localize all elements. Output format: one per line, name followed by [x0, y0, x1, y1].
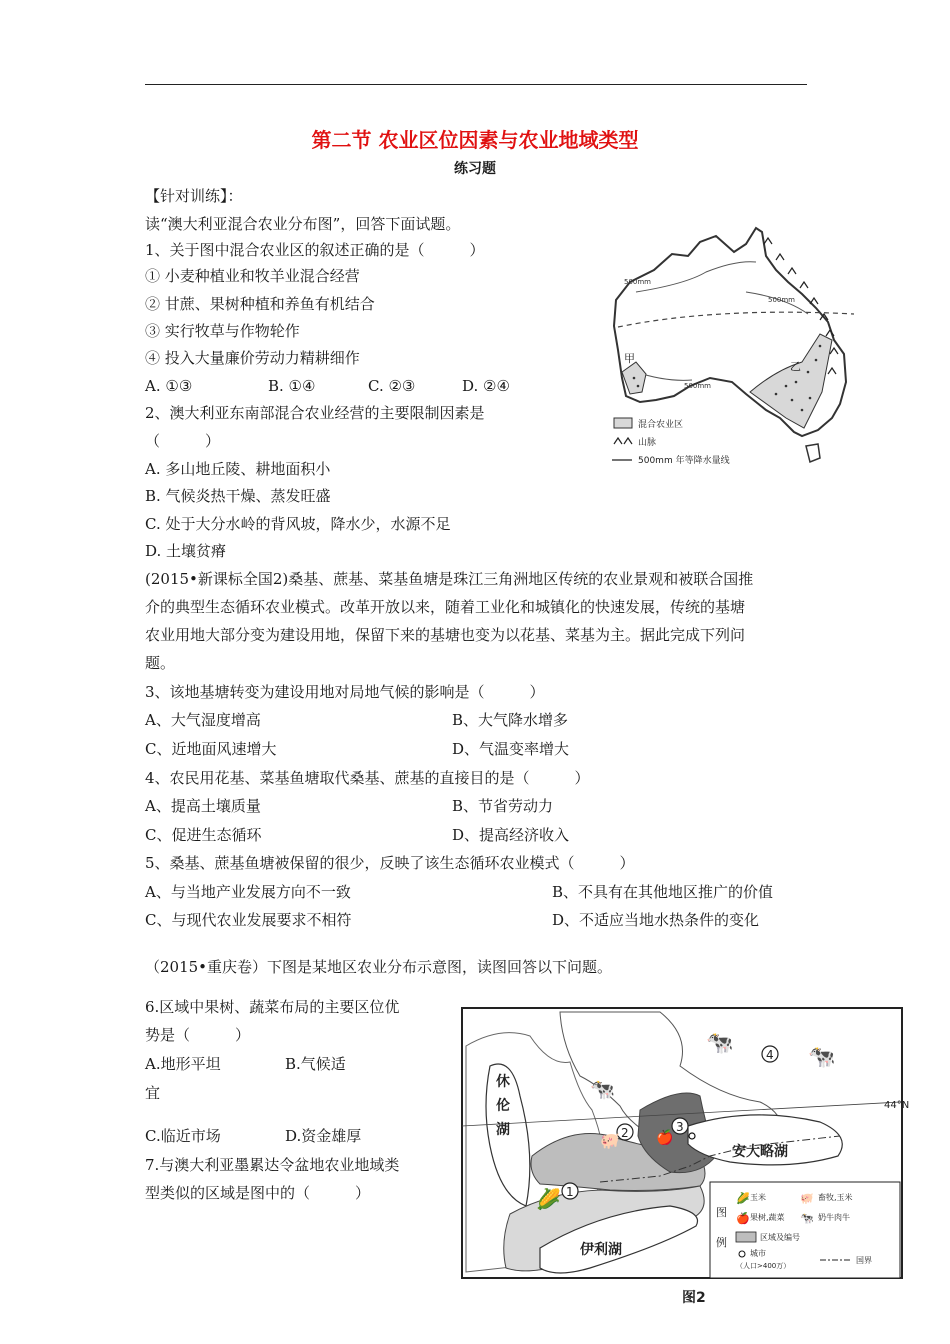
zone3-number: 3 — [676, 1120, 684, 1134]
q5-option-d: D、不适应当地水热条件的变化 — [552, 911, 760, 929]
q3-option-c: C、近地面风速增大 — [145, 740, 277, 758]
q5-option-c: C、与现代农业发展要求不相符 — [145, 911, 352, 929]
q6-stem-line: 势是（ ） — [145, 1026, 251, 1044]
australia-mixed-farming-map — [596, 222, 856, 484]
cow-icon: 🐄 — [706, 1031, 734, 1056]
q1-option-c: C. ②③ — [368, 377, 416, 395]
passage1-line: 题。 — [145, 654, 176, 672]
legend-corn-icon: 🌽 — [736, 1192, 750, 1205]
legend-zone-swatch — [736, 1232, 756, 1242]
header-rule — [145, 84, 807, 85]
legend-city-sub: （人口>400万） — [736, 1262, 791, 1270]
q5-option-a: A、与当地产业发展方向不一致 — [145, 883, 351, 901]
q2-blank: （ ） — [145, 432, 221, 450]
q5-option-b: B、不具有在其他地区推广的价值 — [552, 883, 774, 901]
legend-mixed-swatch — [614, 418, 632, 428]
q7-stem-line: 型类似的区域是图中的（ ） — [145, 1184, 371, 1202]
q1-option-b: B. ①④ — [268, 377, 316, 395]
zone4-number: 4 — [766, 1048, 774, 1062]
q6-stem-line: 6.区域中果树、蔬菜布局的主要区位优 — [145, 998, 400, 1016]
legend-city-label: 城市 — [750, 1249, 766, 1258]
lake-huron-label-1: 休 — [496, 1074, 510, 1090]
q6-option-d: D.资金雄厚 — [285, 1127, 362, 1145]
q6-option-a: A.地形平坦 — [145, 1055, 221, 1073]
legend-corn-label: 玉米 — [750, 1193, 766, 1202]
isohyet-label: 500mm — [768, 296, 795, 304]
q3-option-b: B、大气降水增多 — [452, 711, 569, 729]
legend-zone-label: 区域及编号 — [760, 1233, 800, 1242]
q1-item: ② 甘蔗、果树种植和养鱼有机结合 — [145, 295, 375, 313]
legend-title: 例 — [716, 1236, 727, 1249]
latitude-label: 44°N — [884, 1100, 910, 1111]
q3-option-a: A、大气湿度增高 — [145, 711, 261, 729]
legend-border-label: 国界 — [856, 1256, 872, 1265]
isohyet-label: 500mm — [624, 278, 651, 286]
q6-option-c: C.临近市场 — [145, 1127, 221, 1145]
figure-caption: 图2 — [682, 1290, 706, 1306]
q4-stem: 4、农民用花基、菜基鱼塘取代桑基、蔗基的直接目的是（ ） — [145, 769, 590, 787]
legend-mountain-icon — [614, 438, 632, 444]
passage1-line: 介的典型生态循环农业模式。改革开放以来，随着工业化和城镇化的快速发展，传统的基塘 — [145, 598, 746, 616]
fruit-icon: 🍎 — [656, 1130, 674, 1146]
q1-item: ④ 投入大量廉价劳动力精耕细作 — [145, 349, 360, 367]
q2-option-d: D. 土壤贫瘠 — [145, 542, 227, 560]
q7-stem-line: 7.与澳大利亚墨累达令盆地农业地域类 — [145, 1156, 400, 1174]
legend-fruit-icon: 🍎 — [736, 1212, 750, 1225]
region-yi-label: 乙 — [790, 360, 801, 373]
page-title: 第二节 农业区位因素与农业地域类型 — [311, 128, 639, 152]
q3-stem: 3、该地基塘转变为建设用地对局地气候的影响是（ ） — [145, 683, 545, 701]
section-label: 【针对训练】： — [145, 187, 243, 205]
passage2-text: （2015•重庆卷）下图是某地区农业分布示意图，读图回答以下问题。 — [145, 958, 613, 976]
lake-huron-label-2: 伦 — [496, 1098, 510, 1114]
legend-mixed-label: 混合农业区 — [638, 420, 684, 430]
q5-stem: 5、桑基、蔗基鱼塘被保留的很少，反映了该生态循环农业模式（ ） — [145, 854, 635, 872]
corn-icon: 🌽 — [536, 1187, 561, 1211]
q4-option-a: A、提高土壤质量 — [145, 797, 261, 815]
zone2-number: 2 — [621, 1126, 629, 1140]
lake-erie-label: 伊利湖 — [580, 1242, 622, 1258]
q1-option-d: D. ②④ — [462, 377, 510, 395]
region-jia-label: 甲 — [624, 352, 635, 365]
cow-icon: 🐄 — [808, 1045, 836, 1070]
legend-cow-label: 奶牛肉牛 — [818, 1213, 850, 1222]
isohyet-label: 500mm — [684, 382, 711, 390]
legend-cow-icon: 🐄 — [800, 1212, 814, 1225]
q4-option-d: D、提高经济收入 — [452, 826, 570, 844]
q6-option-b: B.气候适 — [285, 1055, 346, 1073]
q1-item: ① 小麦种植业和牧羊业混合经营 — [145, 267, 360, 285]
q6-option-b-cont: 宜 — [145, 1084, 161, 1102]
legend-title: 图 — [716, 1206, 727, 1219]
q2-option-b: B. 气候炎热干燥、蒸发旺盛 — [145, 487, 331, 505]
lake-ontario-label: 安大略湖 — [732, 1144, 788, 1160]
q1-item: ③ 实行牧草与作物轮作 — [145, 322, 300, 340]
legend-livestock-icon: 🐖 — [800, 1192, 814, 1205]
legend-livestock-label: 畜牧,玉米 — [818, 1193, 853, 1202]
passage1-line: (2015•新课标全国2)桑基、蔗基、菜基鱼塘是珠江三角洲地区传统的农业景观和被联合国推 — [145, 570, 754, 588]
livestock-icon: 🐖 — [600, 1131, 620, 1150]
intro-text: 读“澳大利亚混合农业分布图”，回答下面试题。 — [145, 215, 461, 233]
passage1-line: 农业用地大部分变为建设用地，保留下来的基塘也变为以花基、菜基为主。据此完成下列问 — [145, 626, 746, 644]
legend-fruit-label: 果树,蔬菜 — [750, 1213, 785, 1222]
q4-option-c: C、促进生态循环 — [145, 826, 262, 844]
tasmania-outline — [806, 444, 820, 462]
city-marker — [689, 1133, 695, 1139]
q1-option-a: A. ①③ — [145, 377, 193, 395]
q4-option-b: B、节省劳动力 — [452, 797, 554, 815]
q2-option-a: A. 多山地丘陵、耕地面积小 — [145, 460, 331, 478]
q3-option-d: D、气温变率增大 — [452, 740, 570, 758]
lake-huron-label-3: 湖 — [496, 1122, 510, 1138]
q2-option-c: C. 处于大分水岭的背风坡，降水少，水源不足 — [145, 515, 451, 533]
legend-city-icon — [739, 1251, 745, 1257]
legend-mountain-label: 山脉 — [638, 438, 657, 448]
figure2-agriculture-map — [460, 1006, 910, 1310]
legend-isohyet-label: 500mm 年等降水量线 — [638, 456, 730, 466]
q1-stem: 1、关于图中混合农业区的叙述正确的是（ ） — [145, 241, 485, 259]
zone1-number: 1 — [566, 1185, 574, 1199]
page-subtitle: 练习题 — [454, 161, 496, 177]
q2-stem: 2、澳大利亚东南部混合农业经营的主要限制因素是 — [145, 404, 485, 422]
cow-icon: 🐄 — [590, 1077, 615, 1101]
